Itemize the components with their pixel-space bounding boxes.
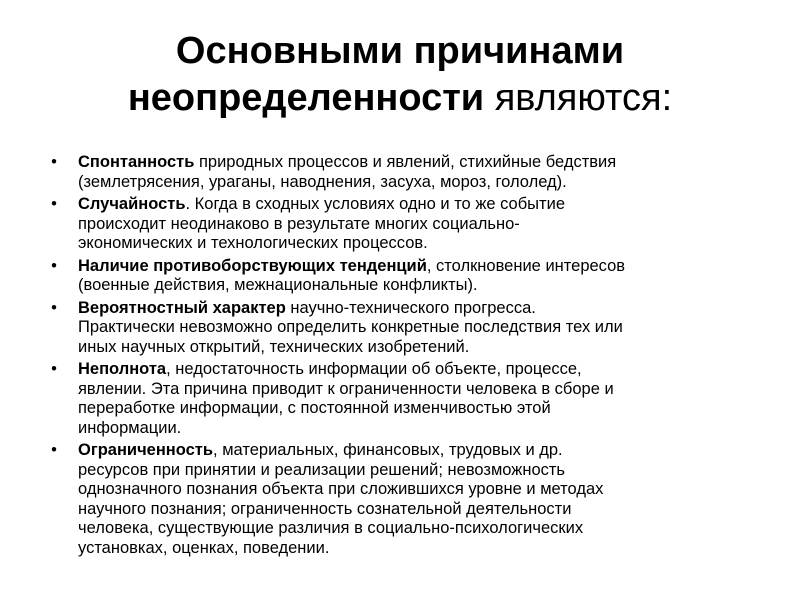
bullet-marker: • [51,298,57,317]
item-line: (военные действия, межнациональные конфликты). [78,276,478,294]
bullet-marker: • [51,195,57,213]
item-first-line [78,441,768,461]
item-line: явлении. Эта причина приводит к ограниченности человека в сборе и [78,379,614,398]
item-keyword: Наличие противоборствующих тенденций [78,256,427,275]
item-line: однозначного познания объекта при сложившихся уровне и методах [78,480,604,498]
item-line: (землетрясения, ураганы, наводнения, засуха, мороз, гололед). [78,172,567,191]
item-line: иных научных открытий, технических изобретений. [78,337,470,356]
item-line: переработке информации, с постоянной изменчивостью этой [78,399,551,417]
item-line: научного познания; ограниченность сознательной деятельности [78,499,572,518]
slide-title [40,28,760,122]
title-bold-word: неопределенности [127,77,485,119]
list-item [48,153,768,192]
item-text: . Когда в сходных условиях одно и то же событие [185,195,565,213]
bullet-list [48,153,768,561]
bullet-marker: • [51,360,57,378]
list-item [48,441,768,558]
item-first-line [78,153,768,173]
item-keyword: Ограниченность [78,441,214,459]
item-first-line [78,360,768,380]
list-item [48,195,768,254]
item-first-line [78,257,768,277]
item-line: установках, оценках, поведении. [78,538,330,557]
bullet-marker: • [51,153,57,171]
title-line-1: Основными причинами [175,30,625,72]
list-item [48,360,768,438]
item-text: , столкновение интересов [426,256,626,275]
item-first-line [78,299,768,319]
item-line: ресурсов при принятии и реализации решений; невозможность [78,460,566,479]
item-line: человека, существующие различия в социально-психологических [78,519,584,537]
item-line: происходит неодинаково в результате многих социально- [78,214,520,233]
item-line: информации. [78,418,182,437]
item-text: , материальных, финансовых, трудовых и др. [213,441,563,459]
bullet-marker: • [51,441,57,459]
item-first-line [78,195,768,215]
item-keyword: Случайность [78,195,186,213]
title-rest: являются: [484,77,673,119]
item-text: , недостаточность информации об объекте, процессе, [166,360,582,378]
item-keyword: Неполнота [78,360,167,378]
item-text: научно-технического прогресса. [285,298,536,317]
list-item [48,257,768,296]
list-item [48,299,768,358]
title-line-2 [40,75,760,122]
item-keyword: Спонтанность [78,153,195,171]
item-text: природных процессов и явлений, стихийные бедствия [194,153,617,171]
item-line: экономических и технологических процессов. [78,234,428,252]
bullet-marker: • [51,256,57,275]
item-line: Практически невозможно определить конкретные последствия тех или [78,318,623,336]
item-keyword: Вероятностный характер [78,298,286,317]
